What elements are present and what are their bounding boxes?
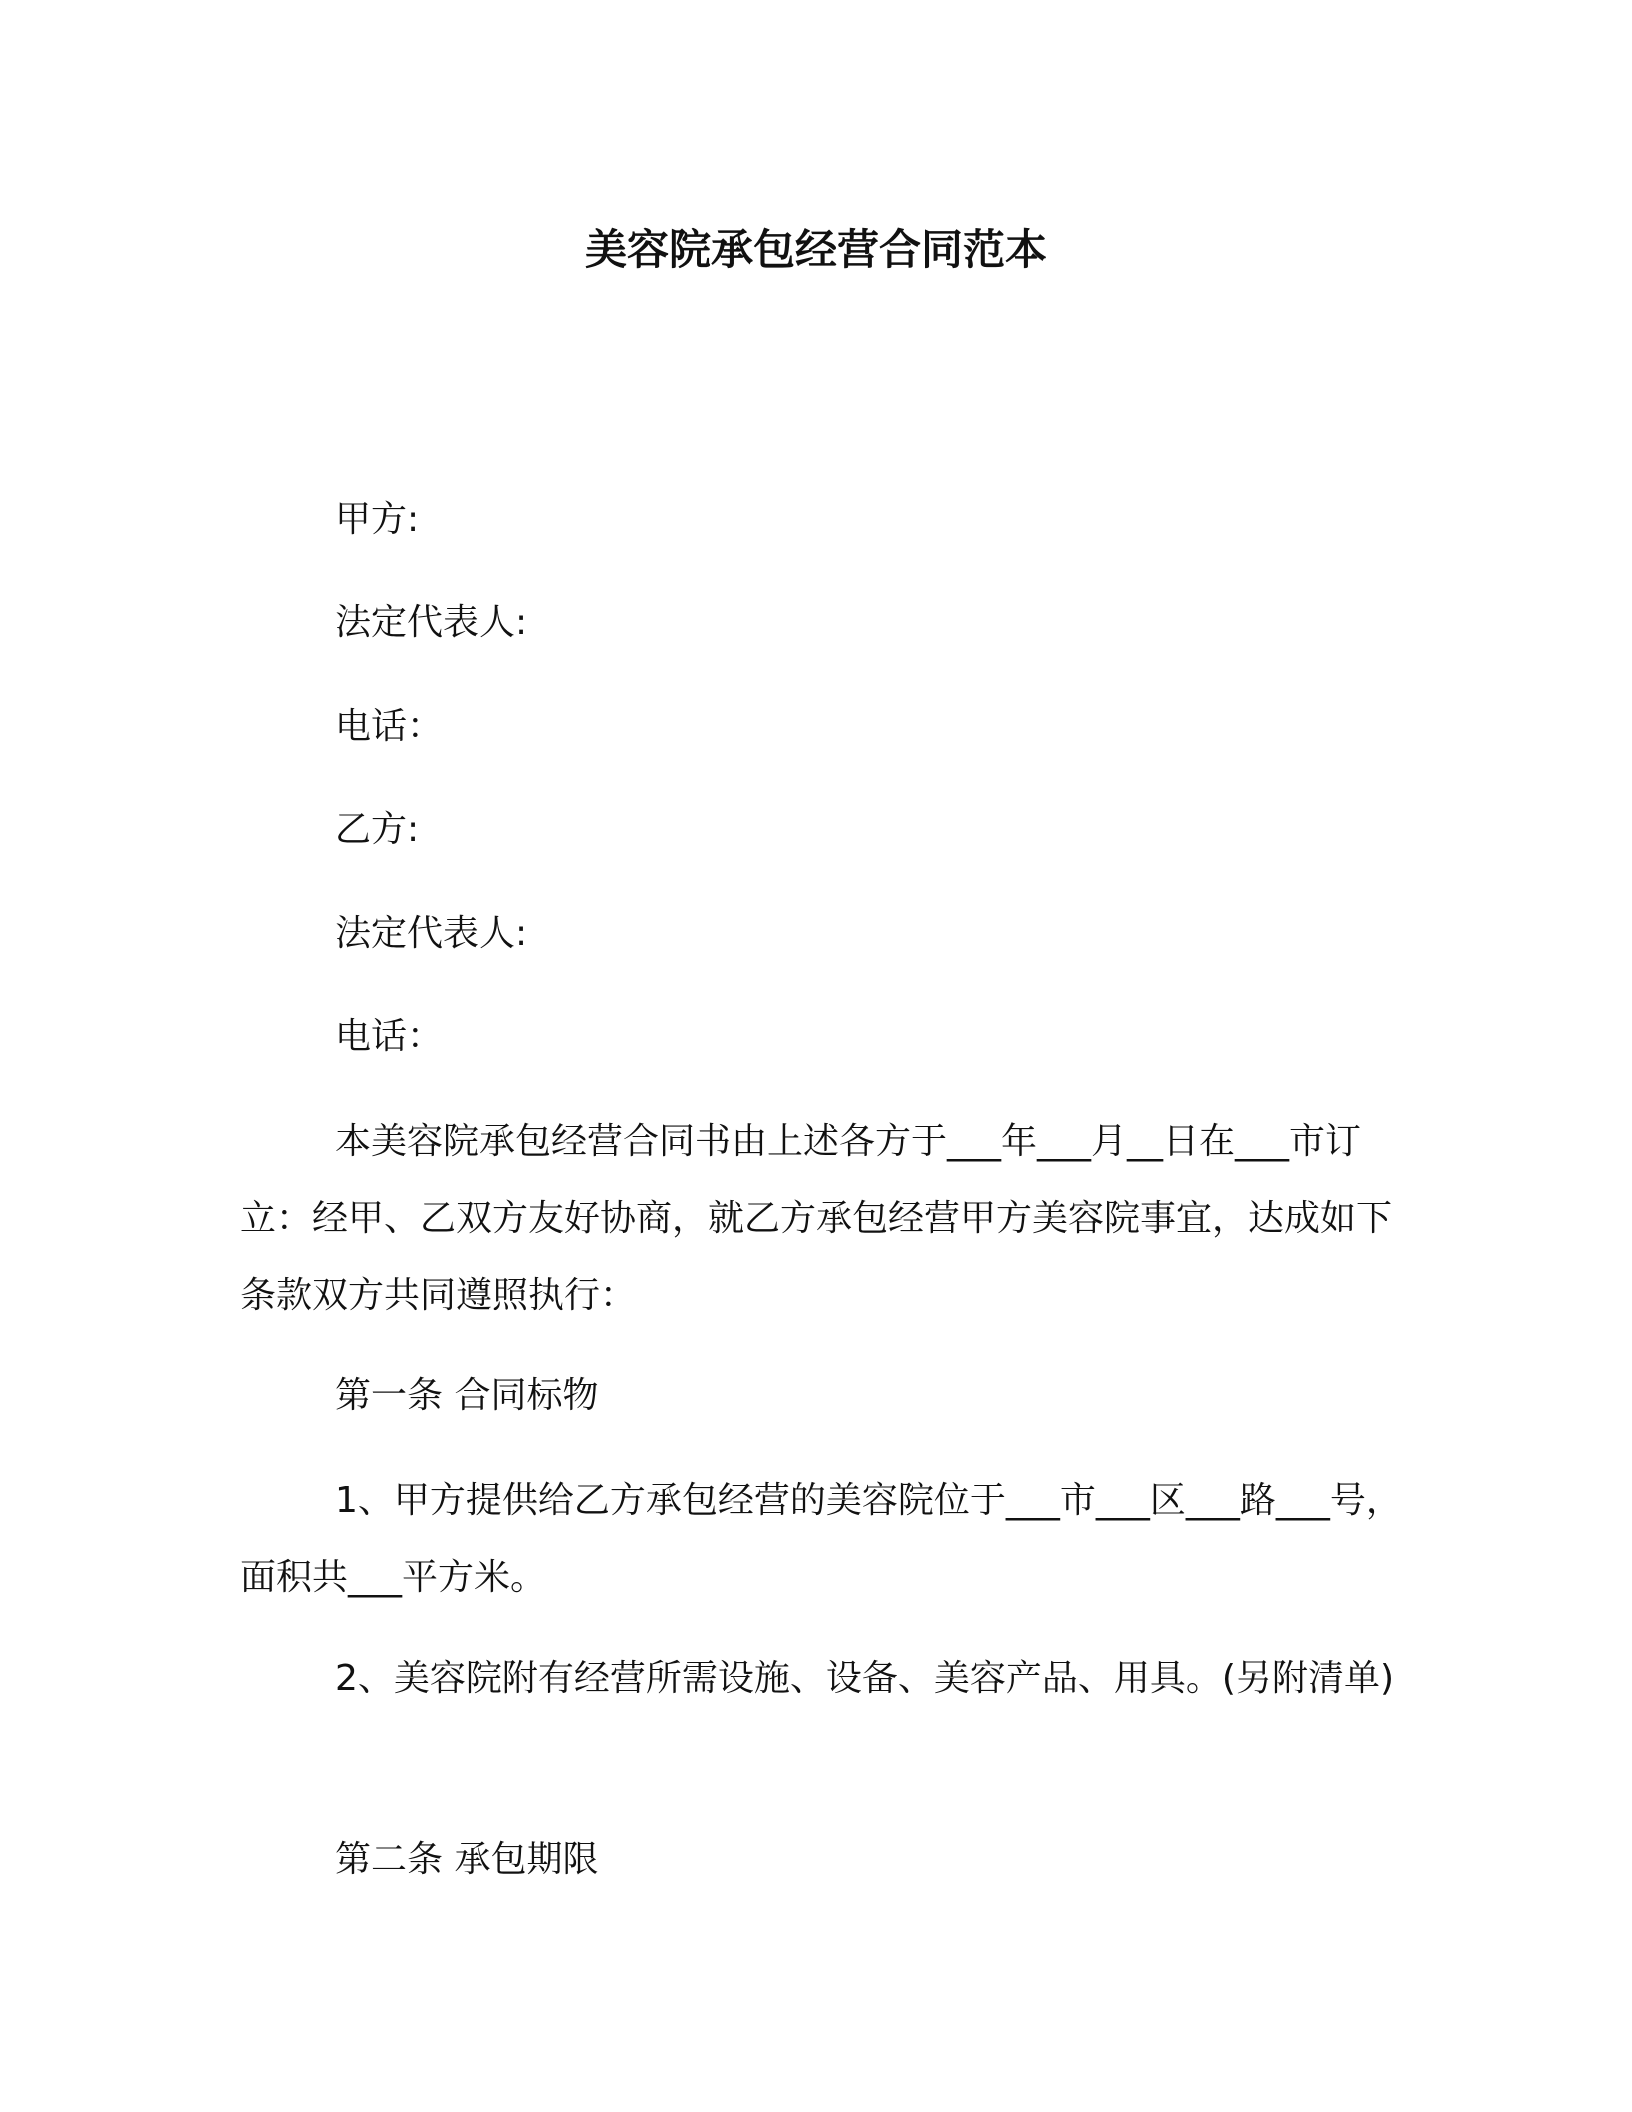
party-a-label: 甲方: (335, 499, 420, 540)
document-title: 美容院承包经营合同范本 (584, 225, 1047, 274)
article-1-heading: 第一条 合同标物 (335, 1375, 599, 1416)
party-a-phone-label: 电话： (335, 706, 444, 747)
article-1-item-1: 1、甲方提供给乙方承包经营的美容院位于___市___区___路___号，面积共___平方米。 (240, 1480, 1402, 1598)
party-b-phone-label: 电话： (335, 1016, 444, 1057)
party-b-representative-label: 法定代表人: (335, 913, 528, 954)
article-2-heading: 第二条 承包期限 (335, 1839, 599, 1880)
article-1-item-2: 2、美容院附有经营所需设施、设备、美容产品、用具。(另附清单) (335, 1658, 1394, 1699)
party-a-representative-label: 法定代表人: (335, 602, 528, 643)
intro-paragraph: 本美容院承包经营合同书由上述各方于___年___月__日在___市订立：经甲、乙双方友好协商，就乙方承包经营甲方美容院事宜，达成如下条款双方共同遵照执行： (240, 1121, 1393, 1316)
party-b-label: 乙方: (335, 809, 420, 850)
